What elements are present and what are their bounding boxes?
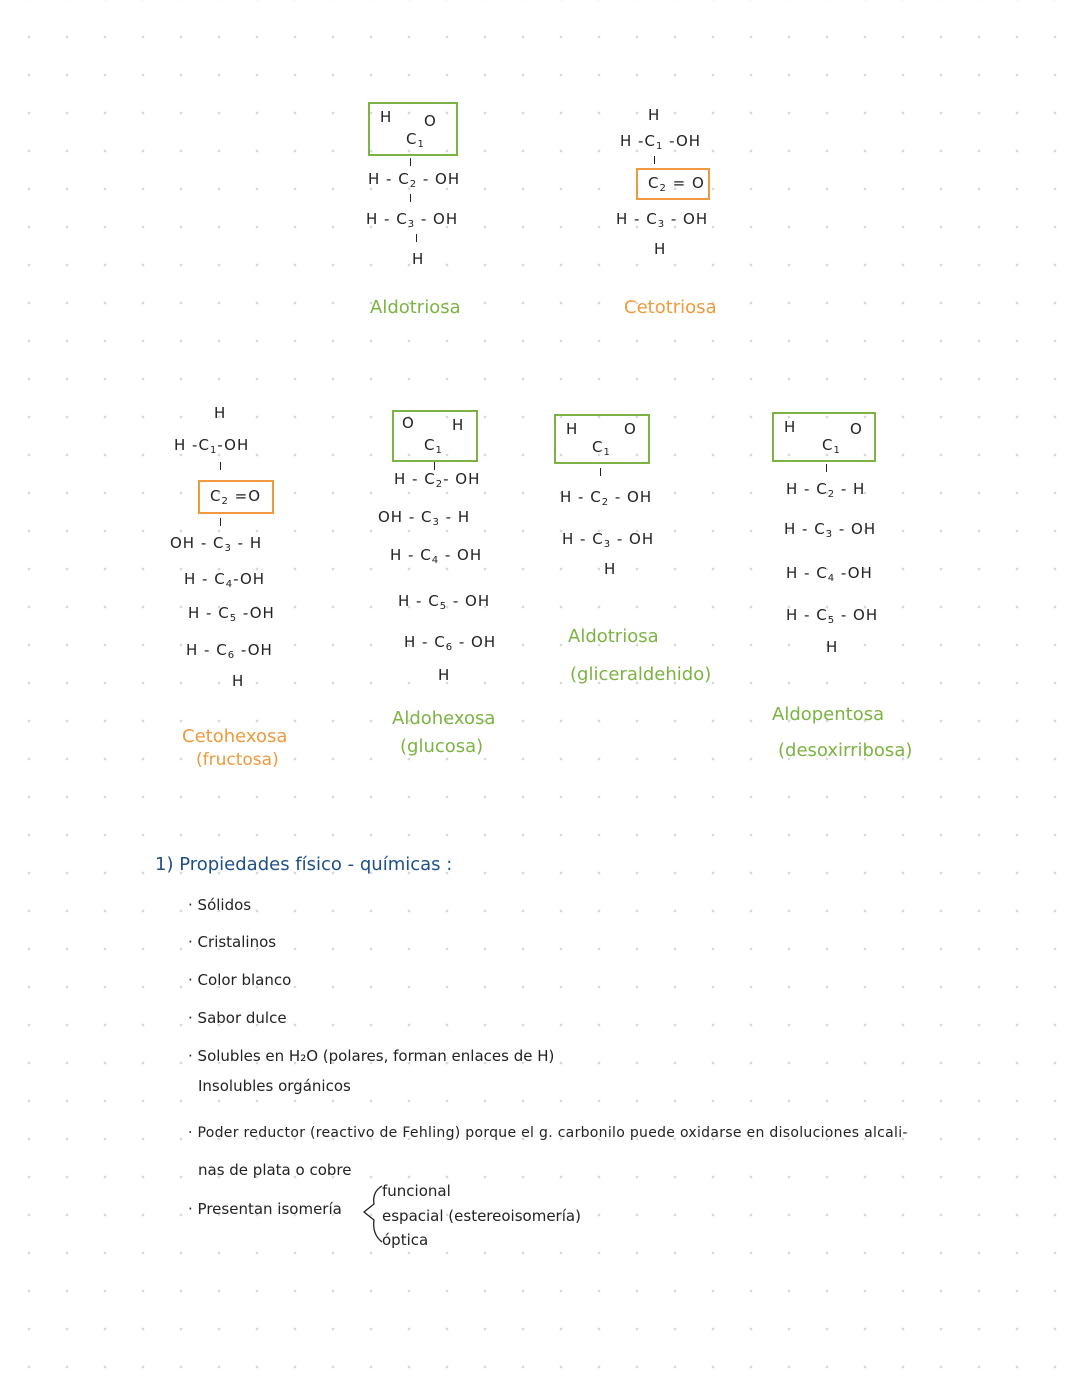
carbon-row: H - $C_5$ - OH <box>786 606 879 626</box>
atom-o: O <box>850 420 863 438</box>
isomeria-type: funcional <box>382 1182 451 1200</box>
aldehyde-group-box <box>772 412 876 462</box>
property-item: Insolubles orgánicos <box>198 1077 351 1095</box>
atom-h: H <box>214 404 227 422</box>
atom-h: H <box>232 672 245 690</box>
atom-h: H <box>604 560 617 578</box>
aldopentosa-structure <box>764 410 904 660</box>
carbon-row: H - $C_2-$ OH <box>394 470 481 490</box>
cetotriosa-label: Cetotriosa <box>624 297 717 318</box>
aldotriosa-mid-sublabel: (gliceraldehido) <box>570 664 712 685</box>
carbon-row: H - $C_3$ - OH <box>562 530 655 550</box>
carbon-row: H - $C_4$ -OH <box>786 564 873 584</box>
property-item: nas de plata o cobre <box>198 1161 352 1179</box>
aldohexosa-sublabel: (glucosa) <box>400 736 484 757</box>
aldopentosa-label: Aldopentosa <box>772 704 885 725</box>
properties-title: 1) Propiedades físico - químicas : <box>155 854 453 875</box>
atom-h: H <box>438 666 451 684</box>
isomeria-type: espacial (estereoisomería) <box>382 1207 581 1225</box>
aldotriosa-top-structure <box>360 100 490 280</box>
carbon-row: H - $C_3$ - OH <box>616 210 709 230</box>
atom-h: H <box>654 240 667 258</box>
cetohexosa-label: Cetohexosa <box>182 726 288 747</box>
atom-o: O <box>624 420 637 438</box>
carbon-row: OH - $C_3$ - H <box>378 508 471 528</box>
atom-h: H <box>412 250 425 268</box>
property-item: · Color blanco <box>188 971 292 989</box>
atom-o: O <box>402 414 415 432</box>
property-item: · Presentan isomería <box>188 1200 342 1218</box>
atom-h: H <box>648 106 661 124</box>
aldohexosa-label: Aldohexosa <box>392 708 496 729</box>
property-item: · Sólidos <box>188 896 252 914</box>
aldehyde-group-box <box>368 102 458 156</box>
aldohexosa-structure <box>372 408 512 688</box>
carbon-row: H - $C_2$ - H <box>786 480 866 500</box>
atom-c1: $C_1$ <box>822 436 841 456</box>
atom-o: O <box>424 112 437 130</box>
atom-c1: $C_1$ <box>406 130 425 150</box>
atom-h: H <box>784 418 797 436</box>
aldotriosa-mid-label: Aldotriosa <box>568 626 659 647</box>
cetohexosa-sublabel: (fructosa) <box>196 750 279 770</box>
carbon-row: H - $C_3$ - OH <box>784 520 877 540</box>
aldotriosa-mid-structure <box>548 412 678 582</box>
ketone-group-box: $C_2 =O$ <box>198 480 274 514</box>
isomeria-brace <box>362 1182 384 1248</box>
carbon-row: H - $C_4$ - OH <box>390 546 483 566</box>
carbon-row: H - $C_6$ - OH <box>404 633 497 653</box>
carbon-row: H - $C_2$ - OH <box>560 488 653 508</box>
atom-h: H <box>452 416 465 434</box>
cetohexosa-structure <box>168 404 298 694</box>
carbon-row: OH - $C_3$ - H <box>170 534 263 554</box>
atom-h: H <box>826 638 839 656</box>
carbon-row: H $-C_1$ -OH <box>620 132 702 152</box>
carbon-row: H - $C_2$ - OH <box>368 170 461 190</box>
carbon-row: H - $C_5$ - OH <box>398 592 491 612</box>
carbon-row: H - $C_5$ -OH <box>188 604 275 624</box>
aldotriosa-label: Aldotriosa <box>370 297 461 318</box>
carbon-row: H - $C_6$ -OH <box>186 641 273 661</box>
cetotriosa-top-structure <box>612 106 742 266</box>
property-item: · Poder reductor (reactivo de Fehling) porque el g. carbonilo puede oxidarse en disoluciones alcali- <box>188 1125 908 1141</box>
carbon-row: H - $C_4-OH$ <box>184 570 266 590</box>
aldehyde-group-box <box>392 410 478 462</box>
aldehyde-group-box <box>554 414 650 464</box>
carbon-row: H - $C_3$ - OH <box>366 210 459 230</box>
aldopentosa-sublabel: (desoxirribosa) <box>778 740 913 761</box>
atom-c1: $C_1$ <box>424 436 443 456</box>
atom-h: H <box>380 108 393 126</box>
isomeria-type: óptica <box>382 1231 429 1249</box>
property-item: · Sabor dulce <box>188 1009 287 1027</box>
property-item: · Solubles en H₂O (polares, forman enlaces de H) <box>188 1047 555 1065</box>
atom-h: H <box>566 420 579 438</box>
ketone-group-box: $C_2 = O$ <box>636 168 710 200</box>
atom-c1: $C_1$ <box>592 438 611 458</box>
carbon-row: H $-C_1-OH$ <box>174 436 250 456</box>
property-item: · Cristalinos <box>188 933 277 951</box>
